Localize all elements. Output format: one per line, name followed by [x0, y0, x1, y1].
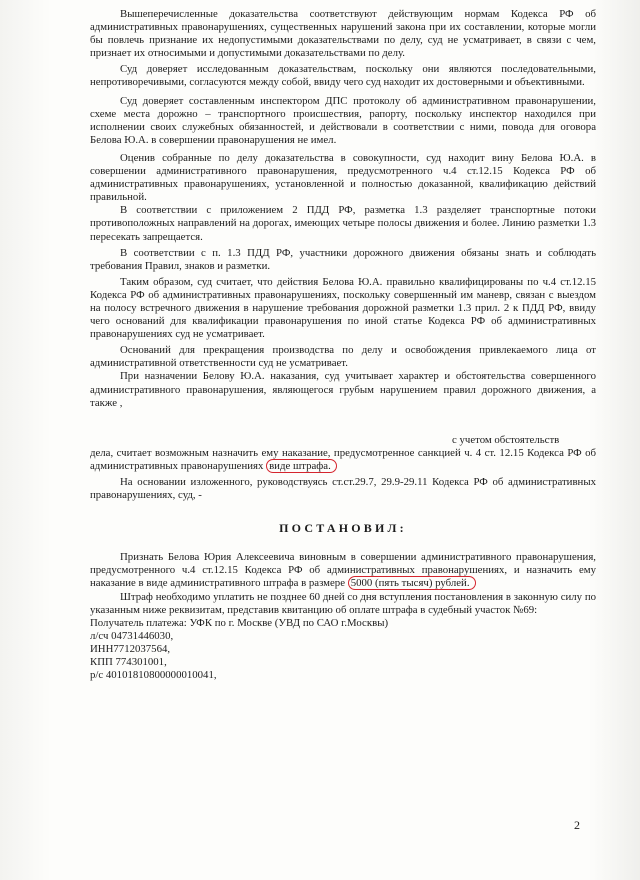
paragraph-no-termination: Оснований для прекращения производства по делу и освобождения привлекаемого лица от административной ответственности суд не усматривает. [90, 344, 596, 370]
paragraph-penalty-choice [90, 447, 596, 473]
paragraph-payment-deadline: Штраф необходимо уплатить не позднее 60 дней со дня вступления постановления в законную силу по указанным ниже реквизитам, представив квитанцию об оплате штрафа в судебный участок №69: [90, 590, 596, 616]
document-body [90, 8, 596, 682]
payment-recipient: Получатель платежа: УФК по г. Москве (УВД по САО г.Москвы) [90, 616, 389, 629]
circled-amount-annotation: 5000 (пять тысяч) рублей. [348, 576, 476, 590]
paragraph-pdd-1-3: В соответствии с п. 1.3 ПДД РФ, участники дорожного движения обязаны знать и соблюдать требования Правил, знаков и разметки. [90, 246, 596, 272]
page-number: 2 [574, 818, 580, 832]
paragraph-evidence-admissible: Вышеперечисленные доказательства соответствуют действующим нормам Кодекса РФ об административных правонарушениях, существенных нарушений закона при их составлении, которые могли бы повлечь признание их недопустимыми доказательствами по делу, суд не усматривает, в связи с чем, признает их относимыми и допустимыми доказательствами по делу. [90, 8, 596, 60]
paragraph-evidence-trusted: Суд доверяет исследованным доказательствам, поскольку они являются последовательными, непротиворечивыми, согласуются между собой, ввиду чего суд находит их достоверными и объективными. [90, 63, 596, 89]
paragraph-circumstances-tail: с учетом обстоятельств [452, 433, 560, 446]
paragraph-qualification: Таким образом, суд считает, что действия Белова Ю.А. правильно квалифицированы по ч.4 ст.12.15 Кодекса РФ об административных правонарушениях, поскольку совершенный им маневр, связан с выездом на полосу встречного движения в нарушение требования дорожной разметки 1.3 прил. 2 к ПДД РФ, ввиду чего оснований для квалификации правонарушения по иной статье Кодекса РФ об административных правонарушениях суд не усматривает. [90, 275, 596, 341]
penalty-choice-text: дела, считает возможным назначить ему наказание, предусмотренное санкцией ч. 4 ст. 12.15 Кодекса РФ об административных правонарушениях [90, 446, 596, 472]
redacted-blank [90, 410, 596, 434]
payment-kpp: КПП 774301001, [90, 656, 167, 669]
payment-settlement-account: р/с 40101810800000010041, [90, 669, 217, 682]
ruling-heading: ПОСТАНОВИЛ: [279, 521, 407, 536]
payment-account: л/сч 04731446030, [90, 629, 174, 642]
payment-inn: ИНН7712037564, [90, 642, 171, 655]
paragraph-verdict [90, 551, 596, 590]
circled-fine-annotation: виде штрафа. [266, 459, 337, 473]
paragraph-sentencing-factors: При назначении Белову Ю.А. наказания, суд учитывает характер и обстоятельства совершенного административного правонарушения, являющегося грубым нарушением правил дорожного движения, а также , [90, 370, 596, 409]
paragraph-guilt-assessment: Оценив собранные по делу доказательства в совокупности, суд находит вину Белова Ю.А. в совершении административного правонарушения, предусмотренного ч.4 ст.12.15 Кодекса РФ об административных правонарушениях, установленной и полностью доказанной, квалификацию действий правильной. [90, 151, 596, 204]
paragraph-marking-1-3: В соответствии с приложением 2 ПДД РФ, разметка 1.3 разделяет транспортные потоки противоположных направлений на дорогах, имеющих четыре полосы движения и более. Линию разметки 1.3 пересекать запрещается. [90, 204, 596, 243]
paragraph-legal-basis: На основании изложенного, руководствуясь ст.ст.29.7, 29.9-29.11 Кодекса РФ об административных правонарушениях, суд, - [90, 476, 596, 502]
verdict-text: Признать Белова Юрия Алексеевича виновным в совершении административного правонарушения, предусмотренного ч.4 ст.12.15 Кодекса РФ об административных правонарушениях, и назначить ему наказание в виде административного штрафа в размере [90, 551, 596, 590]
paragraph-inspector-protocol: Суд доверяет составленным инспектором ДПС протоколу об административном правонарушении, схеме места дорожно – транспортного происшествия, рапорту, поскольку инспектор находился при исполнении своих служебных обязанностей, и действовали в соответствии с ними, повода для оговора Белова Ю.А. в совершении правонарушения не имел. [90, 94, 596, 146]
